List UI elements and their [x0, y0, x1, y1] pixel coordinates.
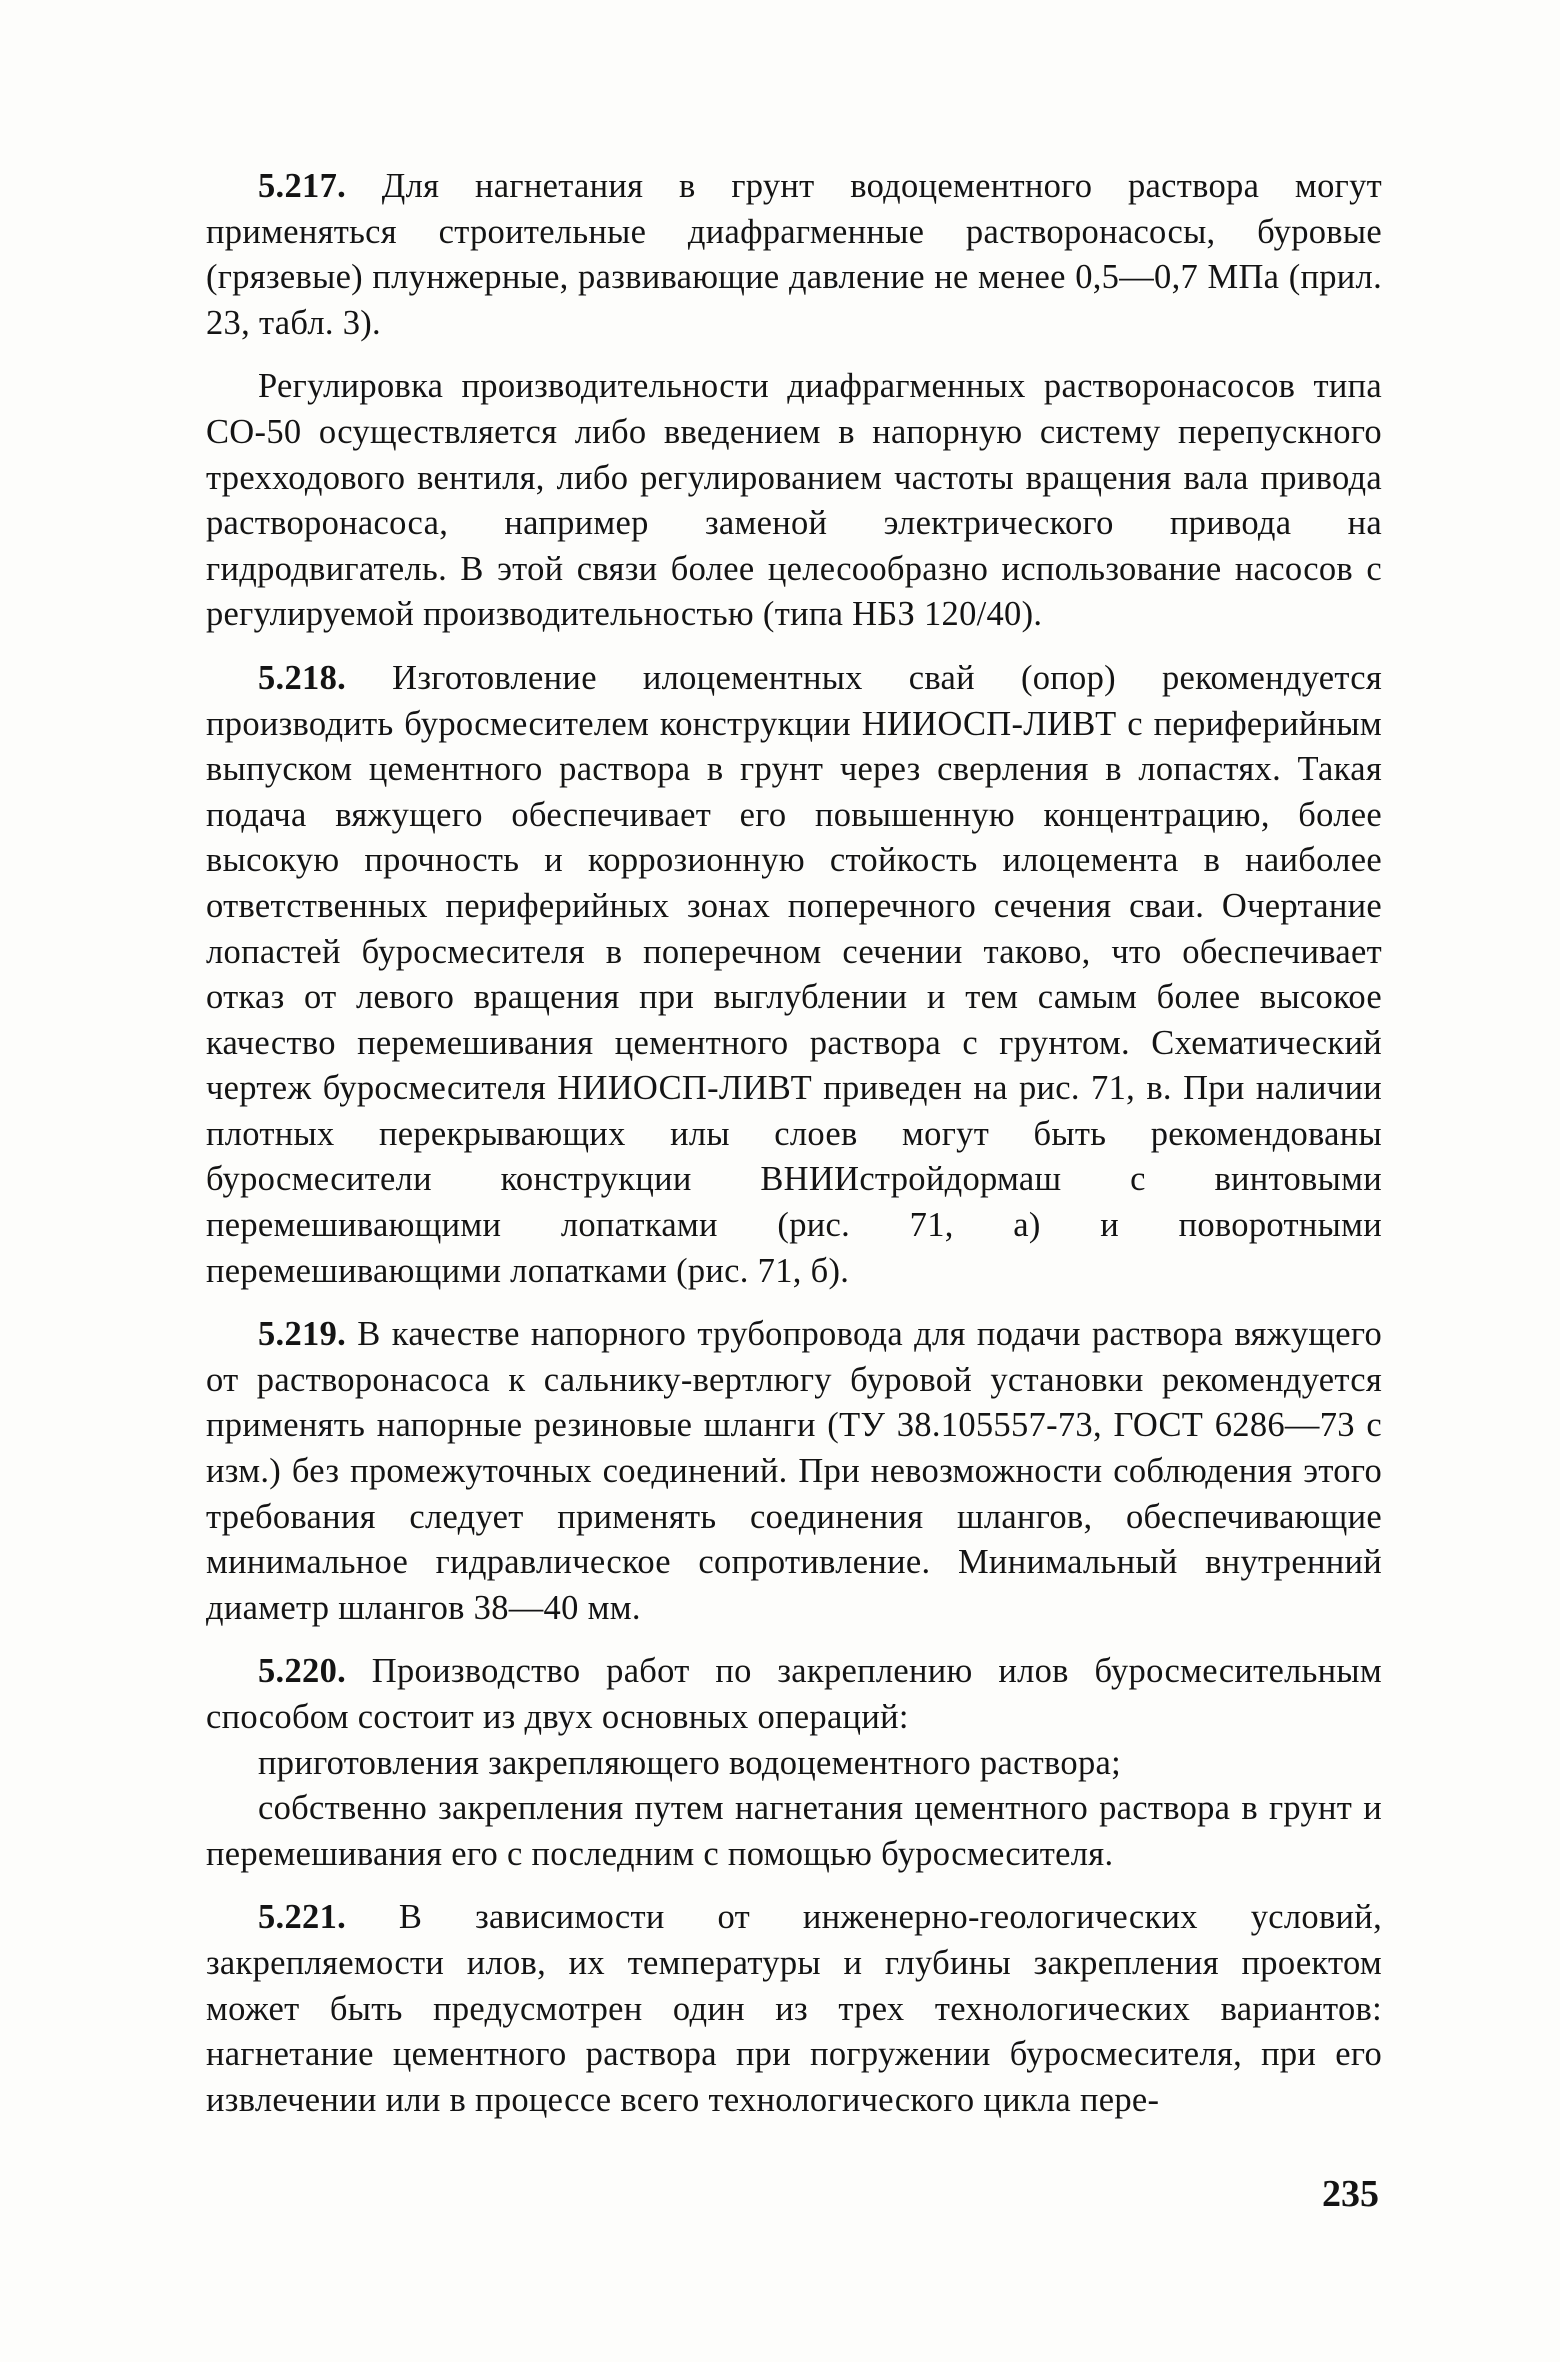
paragraph-text: Изготовление илоцементных свай (опор) рекомендуется производить буросмесителем конструкции НИИОСП-ЛИВТ с периферийным выпуском цементного раствора в грунт через сверления в лопастях. Такая подача вяжущего обеспечивает его повышенную концентрацию, более высокую прочность и коррозионную стойкость илоцемента в наиболее ответственных периферийных зонах поперечного сечения сваи. Очертание лопастей буросмесителя в поперечном сечении таково, что обеспечивает отказ от левого вращения при выглублении и тем самым более высокое качество перемешивания цементного раствора с грунтом. Схематический чертеж буросмесителя НИИОСП-ЛИВТ приведен на рис. 71, в. При наличии плотных перекрывающих илы слоев могут быть рекомендованы буросмесители конструкции ВНИИстройдормаш с винтовыми перемешивающими лопатками (рис. 71, а) и поворотными перемешивающими лопатками (рис. 71, б). — [206, 658, 1382, 1290]
list-item-fixing — [206, 1786, 1382, 1877]
clause-number: 5.221. — [258, 1898, 347, 1937]
paragraph-5-219 — [206, 1312, 1382, 1631]
paragraph-text: В качестве напорного трубопровода для подачи раствора вяжущего от растворонасоса к сальнику-вертлюгу буровой установки рекомендуется применять напорные резиновые шланги (ТУ 38.105557-73, ГОСТ 6286—73 с изм.) без промежуточных соединений. При невозможности соблюдения этого требования следует применять соединения шлангов, обеспечивающие минимальное гидравлическое сопротивление. Минимальный внутренний диаметр шлангов 38—40 мм. — [206, 1315, 1382, 1627]
paragraph-5-220 — [206, 1649, 1382, 1740]
paragraph-5-221 — [206, 1895, 1382, 2123]
paragraph-5-218 — [206, 656, 1382, 1294]
paragraph-text: Регулировка производительности диафрагменных растворонасосов типа СО-50 осуществляется либо введением в напорную систему перепускного трехходового вентиля, либо регулированием частоты вращения вала привода растворонасоса, например заменой электрического привода на гидродвигатель. В этой связи более целесообразно использование насосов с регулируемой производительностью (типа НБЗ 120/40). — [206, 367, 1382, 634]
paragraph-5-217 — [206, 164, 1382, 346]
list-item-text: приготовления закрепляющего водоцементного раствора; — [258, 1743, 1122, 1782]
clause-number: 5.217. — [258, 167, 347, 205]
clause-number: 5.218. — [258, 658, 347, 697]
page-number: 235 — [1322, 2173, 1379, 2215]
clause-number: 5.219. — [258, 1315, 347, 1354]
clause-number: 5.220. — [258, 1652, 347, 1691]
paragraph-text: Производство работ по закреплению илов буросмесительным способом состоит из двух основных операций: — [206, 1652, 1382, 1736]
list-item-preparation — [206, 1741, 1382, 1787]
paragraph-text: В зависимости от инженерно-геологических условий, закрепляемости илов, их температуры и глубины закрепления проектом может быть предусмотрен один из трех технологических вариантов: нагнетание цементного раствора при погружении буросмесителя, при его извлечении или в процессе всего технологического цикла пере- — [206, 1898, 1382, 2119]
list-item-text: собственно закрепления путем нагнетания цементного раствора в грунт и перемешивания его с последним с помощью буросмесителя. — [206, 1789, 1382, 1873]
page-text — [206, 164, 1382, 2141]
paragraph-text: Для нагнетания в грунт водоцементного раствора могут применяться строительные диафрагменные растворонасосы, буровые (грязевые) плунжерные, развивающие давление не менее 0,5—0,7 МПа (прил. 23, табл. 3). — [206, 167, 1382, 342]
paragraph-regulation — [206, 364, 1382, 638]
